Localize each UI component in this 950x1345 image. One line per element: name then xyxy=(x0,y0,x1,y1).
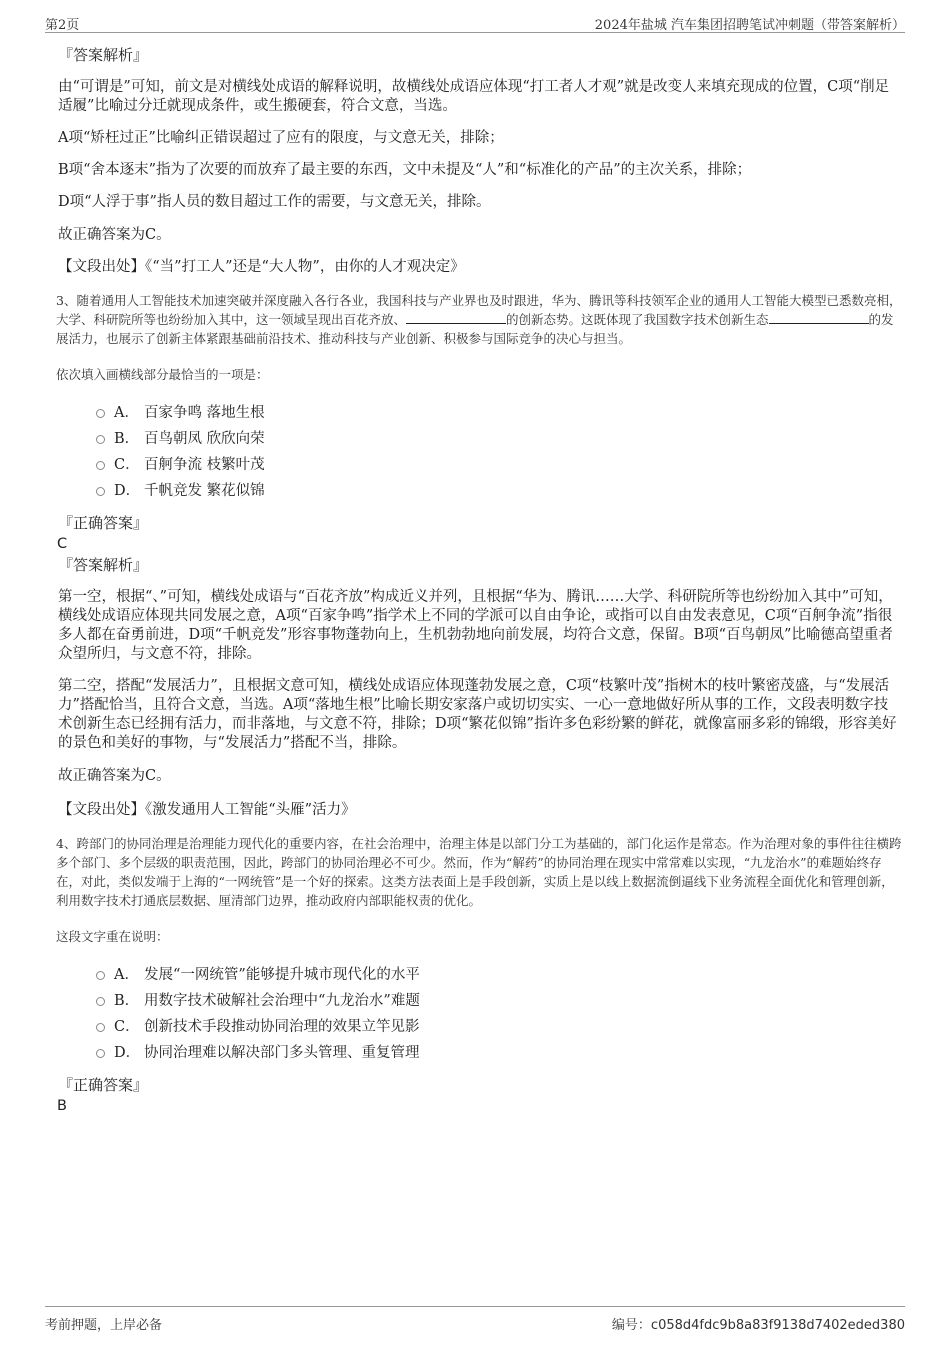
question-prompt: 这段文字重在说明： xyxy=(56,929,169,944)
source-citation: 【文段出处】《“当”打工人”还是“大人物”，由你的人才观决定》 xyxy=(58,259,465,275)
radio-button[interactable] xyxy=(96,1023,105,1032)
page-footer xyxy=(45,1306,905,1335)
analysis-paragraph: D项“人浮于事”指人员的数目超过工作的需要，与文意无关，排除。 xyxy=(58,194,491,210)
option-list xyxy=(96,962,902,1066)
analysis-paragraph: 第一空，根据“、”可知，横线处成语与“百花齐放”构成近义并列，且根据“华为、腾讯……大学、科研院所等也纷纷加入其中”可知，横线处成语应体现共同发展之意，A项“百家争鸣”指学术上不同的学派可以自由争论，或指可以自由发表意见，C项“百舸争流”指很多人都在奋勇前进，D项“千帆竞发”形容事物蓬勃向上，生机勃勃地向前发展，均符合文意，保留。B项“百鸟朝凤”比喻德高望重者众望所归，与文意不符，排除。 xyxy=(58,589,893,662)
radio-button[interactable] xyxy=(96,971,105,980)
correct-answer: C xyxy=(57,536,68,552)
analysis-paragraph: B项“舍本逐末”指为了次要的而放弃了最主要的东西，文中未提及“人”和“标准化的产品”的主次关系，排除； xyxy=(58,162,752,178)
analysis-label: 『答案解析』 xyxy=(58,46,149,64)
question-text: 的创新态势。这既体现了我国数字技术创新生态 xyxy=(506,312,769,327)
question-stem xyxy=(56,291,902,348)
correct-answer: B xyxy=(57,1098,67,1114)
radio-button[interactable] xyxy=(96,997,105,1006)
option-c[interactable]: C． 创新技术手段推动协同治理的效果立竿见影 xyxy=(96,1014,902,1040)
verdict: 故正确答案为C。 xyxy=(58,227,171,243)
page-content xyxy=(56,44,902,1116)
correct-answer-label: 『正确答案』 xyxy=(58,1076,149,1094)
option-a[interactable]: A． 发展“一网统管”能够提升城市现代化的水平 xyxy=(96,962,902,988)
question-text: 的发展活力，也展示了创新主体紧跟基础前沿技术、推动科技与产业创新、积极参与国际竞争的决心与担当。 xyxy=(56,312,894,346)
document-title: 2024年盐城 汽车集团招聘笔试冲刺题（带答案解析） xyxy=(594,18,905,33)
analysis-paragraph: 由“可谓是”可知，前文是对横线处成语的解释说明，故横线处成语应体现“打工者人才观”就是改变人来填充现成的位置，C项“削足适履”比喻过分迁就现成条件，或生搬硬套，符合文意，当选。 xyxy=(58,79,890,114)
fill-blank xyxy=(406,310,506,324)
document-code: 编号：c058d4fdc9b8a83f9138d7402eded380 xyxy=(611,1318,905,1333)
radio-button[interactable] xyxy=(96,1049,105,1058)
radio-button[interactable] xyxy=(96,409,105,418)
option-list xyxy=(96,400,902,504)
radio-button[interactable] xyxy=(96,461,105,470)
fill-blank xyxy=(769,310,869,324)
question-prompt: 依次填入画横线部分最恰当的一项是： xyxy=(56,367,269,382)
analysis-paragraph: 第二空，搭配“发展活力”，且根据文意可知，横线处成语应体现蓬勃发展之意，C项“枝繁叶茂”指树木的枝叶繁密茂盛，与“发展活力”搭配恰当，且符合文意，当选。A项“落地生根”比喻长期安家落户或切切实实、一心一意地做好所从事的工作，文段表明数字技术创新生态已经拥有活力，而非落地，与文意不符，排除；D项“繁花似锦”指许多色彩纷繁的鲜花，就像富丽多彩的锦缎，形容美好的景色和美好的事物，与“发展活力”搭配不当，排除。 xyxy=(58,678,897,751)
analysis-label: 『答案解析』 xyxy=(58,556,149,574)
correct-answer-label: 『正确答案』 xyxy=(58,514,149,532)
verdict: 故正确答案为C。 xyxy=(58,768,171,784)
option-a[interactable]: A． 百家争鸣 落地生根 xyxy=(96,400,902,426)
option-b[interactable]: B． 百鸟朝凤 欣欣向荣 xyxy=(96,426,902,452)
page-header xyxy=(45,10,905,33)
radio-button[interactable] xyxy=(96,435,105,444)
analysis-paragraph: A项“矫枉过正”比喻纠正错误超过了应有的限度，与文意无关，排除； xyxy=(58,130,504,146)
page-number: 第2页 xyxy=(45,18,80,33)
question-text: 3、随着通用人工智能技术加速突破并深度融入各行各业，我国科技与产业界也及时跟进，华为、腾讯等科技领军企业的通用人工智能大模型已悉数亮相，大学、科研院所等也纷纷加入其中，这一领域呈现出百花齐放、 xyxy=(56,293,902,327)
option-d[interactable]: D． 千帆竞发 繁花似锦 xyxy=(96,478,902,504)
option-d[interactable]: D． 协同治理难以解决部门多头管理、重复管理 xyxy=(96,1040,902,1066)
option-b[interactable]: B． 用数字技术破解社会治理中“九龙治水”难题 xyxy=(96,988,902,1014)
question-stem: 4、跨部门的协同治理是治理能力现代化的重要内容，在社会治理中，治理主体是以部门分工为基础的，部门化运作是常态。作为治理对象的事件往往横跨多个部门、多个层级的职责范围，因此，跨部门的协同治理必不可少。然而，作为“解药”的协同治理在现实中常常难以实现，“九龙治水”的难题始终存在，对此，类似发端于上海的“一网统管”是一个好的探索。这类方法表面上是手段创新，实质上是以线上数据流倒逼线下业务流程全面优化和管理创新，利用数字技术打通底层数据、厘清部门边界，推动政府内部职能权责的优化。 xyxy=(56,836,902,908)
option-c[interactable]: C． 百舸争流 枝繁叶茂 xyxy=(96,452,902,478)
footer-slogan: 考前押题，上岸必备 xyxy=(45,1318,163,1333)
radio-button[interactable] xyxy=(96,487,105,496)
source-citation: 【文段出处】《激发通用人工智能“头雁”活力》 xyxy=(58,802,356,818)
